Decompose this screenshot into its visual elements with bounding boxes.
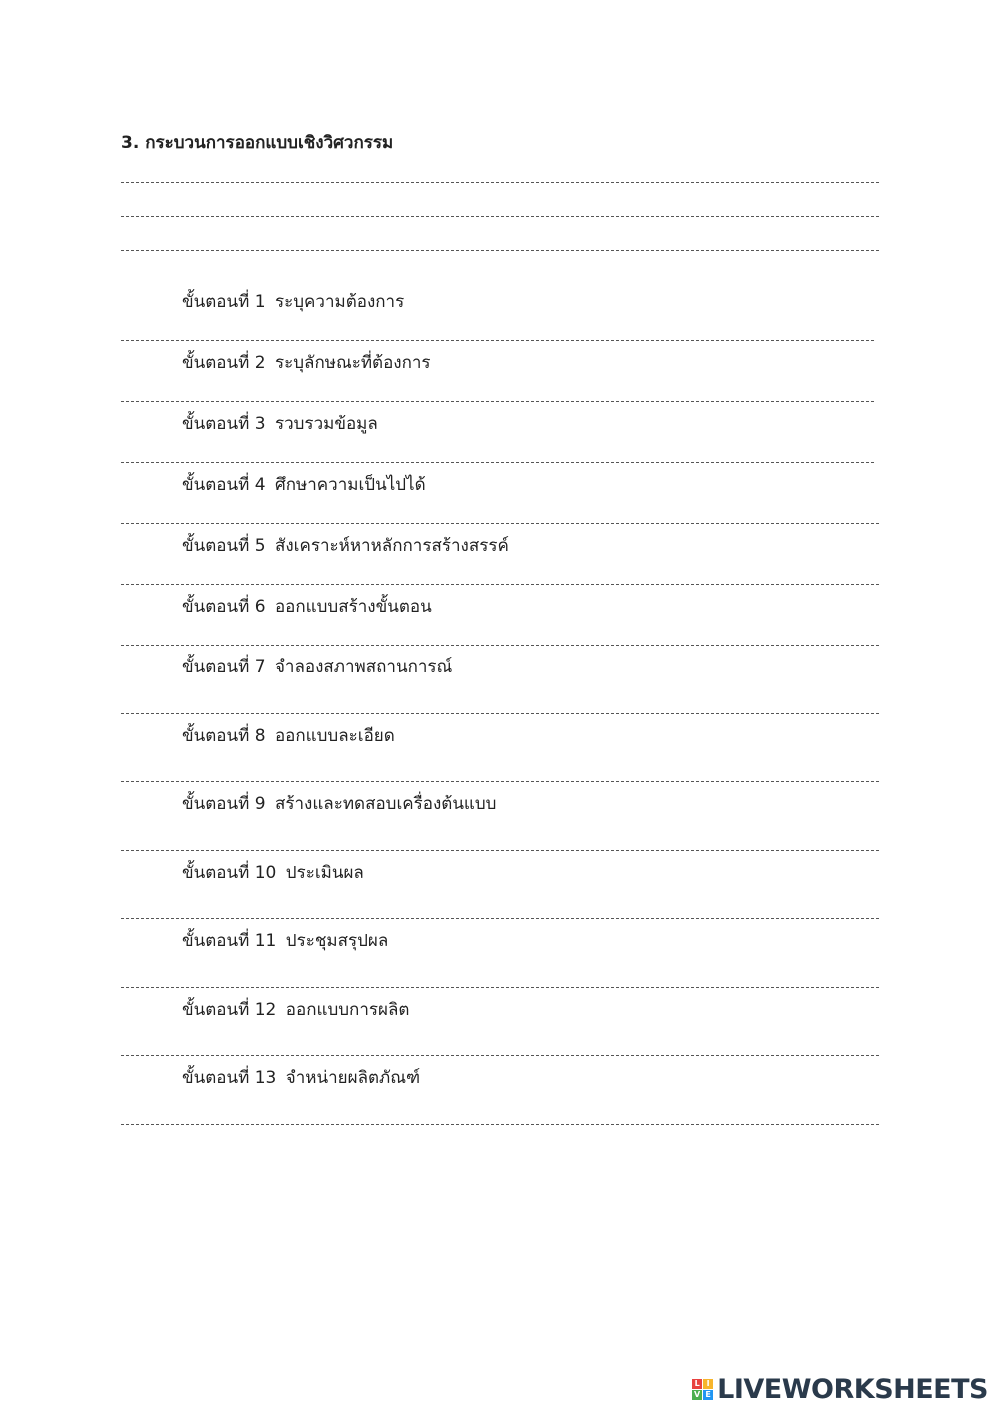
step-item	[182, 862, 364, 884]
step-text: จำลองสภาพสถานการณ์	[274, 657, 453, 677]
step-text: ระบุลักษณะที่ต้องการ	[274, 353, 431, 373]
logo-letter: I	[703, 1379, 713, 1389]
answer-line[interactable]	[121, 340, 874, 341]
answer-line[interactable]	[121, 523, 879, 524]
step-text: ประเมินผล	[285, 863, 364, 883]
step-prefix: ขั้นตอนที่	[182, 794, 250, 814]
step-prefix: ขั้นตอนที่	[182, 726, 250, 746]
step-text: สังเคราะห์หาหลักการสร้างสรรค์	[274, 536, 509, 556]
step-number: 10	[254, 863, 277, 883]
step-prefix: ขั้นตอนที่	[182, 597, 250, 617]
step-prefix: ขั้นตอนที่	[182, 1068, 250, 1088]
step-prefix: ขั้นตอนที่	[182, 657, 250, 677]
answer-line[interactable]	[121, 182, 879, 183]
answer-line[interactable]	[121, 713, 879, 714]
step-number: 7	[254, 657, 266, 677]
section-heading: 3. กระบวนการออกแบบเชิงวิศวกรรม	[121, 133, 394, 153]
step-prefix: ขั้นตอนที่	[182, 863, 250, 883]
step-prefix: ขั้นตอนที่	[182, 292, 250, 312]
step-text: ออกแบบการผลิต	[285, 1000, 410, 1020]
step-number: 3	[254, 414, 266, 434]
answer-line[interactable]	[121, 401, 874, 402]
step-text: ออกแบบละเอียด	[274, 726, 395, 746]
logo-letter: V	[694, 1389, 701, 1399]
step-text: จำหน่ายผลิตภัณฑ์	[285, 1068, 421, 1088]
step-item	[182, 596, 432, 618]
step-item	[182, 999, 409, 1021]
step-item	[182, 793, 496, 815]
answer-line[interactable]	[121, 584, 879, 585]
answer-line[interactable]	[121, 918, 879, 919]
step-text: ศึกษาความเป็นไปได้	[274, 475, 426, 495]
step-item	[182, 413, 378, 435]
step-prefix: ขั้นตอนที่	[182, 475, 250, 495]
liveworksheets-icon	[692, 1379, 713, 1400]
step-item	[182, 725, 395, 747]
answer-line[interactable]	[121, 645, 879, 646]
step-text: สร้างและทดสอบเครื่องต้นแบบ	[274, 794, 497, 814]
step-item	[182, 930, 388, 952]
step-number: 1	[254, 292, 266, 312]
answer-line[interactable]	[121, 987, 879, 988]
step-number: 11	[254, 931, 277, 951]
step-number: 9	[254, 794, 266, 814]
step-item	[182, 291, 404, 313]
step-prefix: ขั้นตอนที่	[182, 414, 250, 434]
answer-line[interactable]	[121, 462, 874, 463]
step-number: 6	[254, 597, 266, 617]
answer-line[interactable]	[121, 216, 879, 217]
liveworksheets-logo	[692, 1374, 988, 1404]
brand-name: LIVEWORKSHEETS	[717, 1373, 988, 1405]
step-item	[182, 535, 509, 557]
step-number: 12	[254, 1000, 277, 1020]
step-text: ระบุความต้องการ	[274, 292, 405, 312]
step-number: 2	[254, 353, 266, 373]
logo-letter: E	[703, 1390, 713, 1400]
step-number: 4	[254, 475, 266, 495]
logo-letter: L	[692, 1379, 702, 1389]
step-text: ประชุมสรุปผล	[285, 931, 389, 951]
step-item	[182, 1067, 420, 1089]
answer-line[interactable]	[121, 781, 879, 782]
answer-line[interactable]	[121, 250, 879, 251]
step-prefix: ขั้นตอนที่	[182, 1000, 250, 1020]
step-item	[182, 352, 431, 374]
step-prefix: ขั้นตอนที่	[182, 353, 250, 373]
step-item	[182, 656, 452, 678]
step-prefix: ขั้นตอนที่	[182, 536, 250, 556]
answer-line[interactable]	[121, 1055, 879, 1056]
step-number: 8	[254, 726, 266, 746]
step-item	[182, 474, 426, 496]
step-text: รวบรวมข้อมูล	[274, 414, 378, 434]
step-prefix: ขั้นตอนที่	[182, 931, 250, 951]
answer-line[interactable]	[121, 850, 879, 851]
step-text: ออกแบบสร้างขั้นตอน	[274, 597, 432, 617]
step-number: 5	[254, 536, 266, 556]
step-number: 13	[254, 1068, 277, 1088]
answer-line[interactable]	[121, 1124, 879, 1125]
